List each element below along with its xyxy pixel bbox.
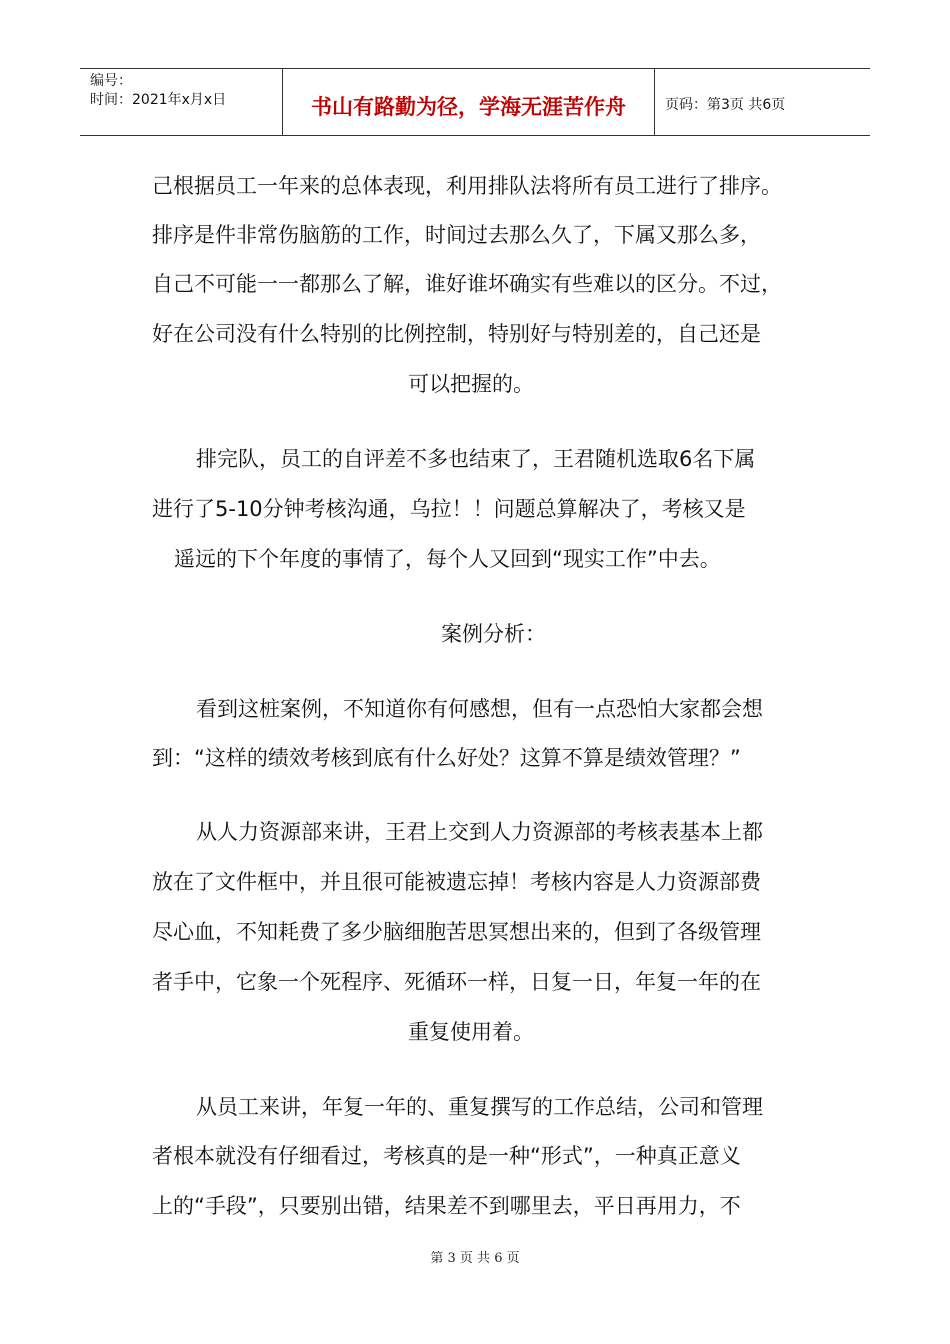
page-footer: 第 3 页 共 6 页 [430,1251,520,1266]
body-line: 排完队，员工的自评差不多也结束了，王君随机选取6名下属 [196,447,756,471]
body-line: 重复使用着。 [408,1020,534,1044]
body-line: 排序是件非常伤脑筋的工作，时间过去那么久了，下属又那么多， [152,223,761,247]
header-motto: 书山有路勤为径，学海无涯苦作舟 [311,94,626,119]
page-header [80,68,870,136]
body-line: 遥远的下个年度的事情了，每个人又回到“现实工作”中去。 [174,547,721,571]
body-line: 上的“手段”，只要别出错，结果差不到哪里去，平日再用力，不 [152,1194,741,1218]
body-line: 自己不可能一一都那么了解，谁好谁坏确实有些难以的区分。不过， [152,272,782,296]
body-line: 者手中，它象一个死程序、死循环一样，日复一日，年复一年的在 [152,970,761,994]
body-line: 进行了5-10分钟考核沟通，乌拉！！问题总算解决了，考核又是 [152,497,746,521]
header-motto-cell [282,69,655,135]
header-page-cell [655,69,870,135]
section-heading: 案例分析： [441,622,546,646]
body-line: 己根据员工一年来的总体表现，利用排队法将所有员工进行了排序。 [152,174,782,198]
header-page-info: 页码：第3页 共6页 [665,97,786,113]
body-line: 放在了文件框中，并且很可能被遗忘掉！考核内容是人力资源部费 [152,870,761,894]
body-line: 好在公司没有什么特别的比例控制，特别好与特别差的，自己还是 [152,322,761,346]
body-line: 从员工来讲，年复一年的、重复撰写的工作总结，公司和管理 [196,1095,763,1119]
body-line: 可以把握的。 [408,372,534,396]
body-line: 尽心血，不知耗费了多少脑细胞苦思冥想出来的，但到了各级管理 [152,920,761,944]
body-line: 者根本就没有仔细看过，考核真的是一种“形式”，一种真正意义 [152,1144,741,1168]
body-line: 看到这桩案例，不知道你有何感想，但有一点恐怕大家都会想 [196,697,763,721]
header-meta-cell [80,69,282,135]
document-date: 时间：2021年x月x日 [90,92,227,108]
body-line: 到：“这样的绩效考核到底有什么好处？这算不算是绩效管理？” [152,746,741,770]
body-line: 从人力资源部来讲，王君上交到人力资源部的考核表基本上都 [196,820,763,844]
document-number: 编号： [90,73,132,89]
